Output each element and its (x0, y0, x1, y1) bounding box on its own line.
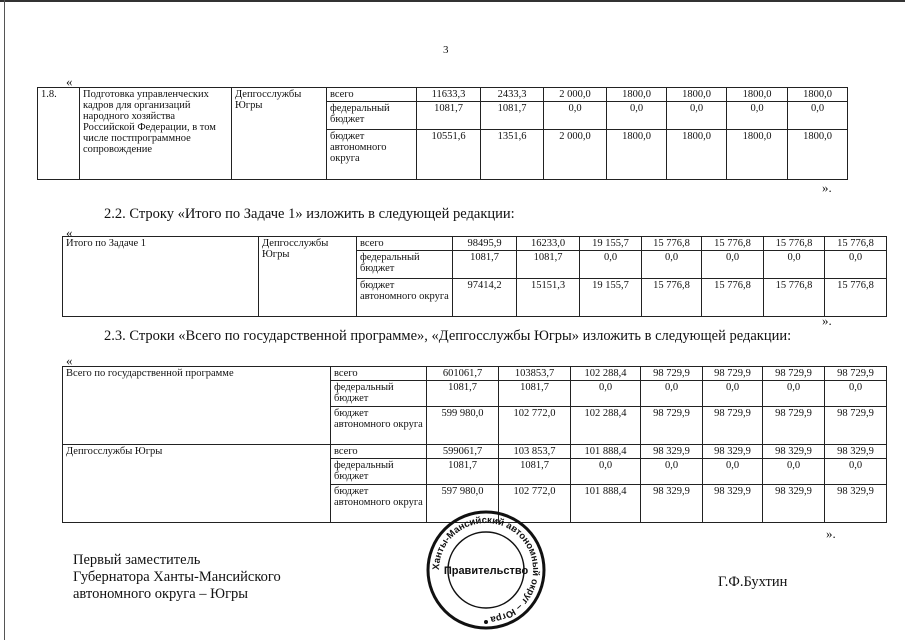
table-program-totals (62, 366, 887, 523)
source-label: бюджет автономного округа (331, 407, 427, 445)
value-cell: 1081,7 (427, 459, 499, 485)
value-cell: 2 000,0 (544, 130, 607, 180)
value-cell: 1081,7 (499, 381, 571, 407)
value-cell: 0,0 (607, 102, 667, 130)
source-label: всего (331, 445, 427, 459)
value-cell: 0,0 (667, 102, 727, 130)
value-cell: 102 772,0 (499, 485, 571, 523)
value-cell: 98 729,9 (641, 367, 703, 381)
value-cell: 0,0 (825, 251, 887, 279)
source-label: бюджет автономного округа (327, 130, 417, 180)
close-quote-task1: ». (822, 313, 832, 328)
value-cell: 102 288,4 (571, 407, 641, 445)
value-cell: 0,0 (544, 102, 607, 130)
value-cell: 98 729,9 (641, 407, 703, 445)
value-cell: 98 329,9 (763, 445, 825, 459)
value-cell: 15 776,8 (825, 237, 887, 251)
official-seal-stamp (424, 508, 548, 632)
value-cell: 98 329,9 (703, 485, 763, 523)
value-cell: 15 776,8 (702, 237, 764, 251)
signatory-name: Г.Ф.Бухтин (718, 574, 788, 590)
value-cell: 98 329,9 (641, 445, 703, 459)
row-number: 1.8. (38, 88, 80, 180)
page-top-edge (0, 0, 905, 2)
value-cell: 0,0 (571, 381, 641, 407)
value-cell: 98 329,9 (825, 445, 887, 459)
seal-ring-text: Ханты-Мансийский автономный округ – Югра (430, 514, 542, 625)
value-cell: 98 329,9 (641, 485, 703, 523)
signatory-title-line: Первый заместитель (73, 552, 201, 568)
value-cell: 1800,0 (727, 130, 788, 180)
value-cell: 0,0 (641, 381, 703, 407)
source-label: федеральный бюджет (331, 381, 427, 407)
value-cell: 98 729,9 (825, 407, 887, 445)
value-cell: 97414,2 (453, 279, 517, 317)
close-quote-program: ». (826, 526, 836, 541)
value-cell: 1800,0 (667, 88, 727, 102)
value-cell: 15 776,8 (702, 279, 764, 317)
value-cell: 599061,7 (427, 445, 499, 459)
signatory-title-line: автономного округа – Югры (73, 586, 249, 602)
value-cell: 11633,3 (417, 88, 481, 102)
value-cell: 15 776,8 (764, 237, 825, 251)
value-cell: 0,0 (727, 102, 788, 130)
value-cell: 0,0 (642, 251, 702, 279)
value-cell: 1081,7 (427, 381, 499, 407)
source-label: всего (357, 237, 453, 251)
source-label: федеральный бюджет (357, 251, 453, 279)
value-cell: 0,0 (764, 251, 825, 279)
value-cell: 1081,7 (517, 251, 580, 279)
value-cell: 0,0 (788, 102, 848, 130)
page-left-edge (0, 0, 5, 640)
value-cell: 19 155,7 (580, 279, 642, 317)
value-cell: 98495,9 (453, 237, 517, 251)
table-total-task1 (62, 236, 887, 317)
value-cell: 0,0 (580, 251, 642, 279)
value-cell: 0,0 (703, 381, 763, 407)
value-cell: 1081,7 (499, 459, 571, 485)
total-name: Итого по Задаче 1 (63, 237, 259, 317)
value-cell: 103 853,7 (499, 445, 571, 459)
value-cell: 0,0 (763, 459, 825, 485)
value-cell: 98 729,9 (703, 407, 763, 445)
close-quote-1-8: ». (822, 180, 832, 195)
group-name: Депгосслужбы Югры (63, 445, 331, 523)
executor: Депгосслужбы Югры (232, 88, 327, 180)
value-cell: 1081,7 (481, 102, 544, 130)
value-cell: 1081,7 (453, 251, 517, 279)
value-cell: 2 000,0 (544, 88, 607, 102)
value-cell: 1800,0 (788, 88, 848, 102)
source-label: федеральный бюджет (331, 459, 427, 485)
value-cell: 0,0 (641, 459, 703, 485)
value-cell: 0,0 (763, 381, 825, 407)
value-cell: 98 329,9 (703, 445, 763, 459)
value-cell: 15 776,8 (642, 279, 702, 317)
value-cell: 0,0 (825, 459, 887, 485)
signatory-title-line: Губернатора Ханты-Мансийского (73, 569, 281, 585)
seal-center-text: Правительство (443, 565, 529, 577)
value-cell: 101 888,4 (571, 445, 641, 459)
value-cell: 102 288,4 (571, 367, 641, 381)
value-cell: 19 155,7 (580, 237, 642, 251)
page-number: 3 (443, 44, 449, 56)
open-quote-task1: « (66, 225, 73, 240)
value-cell: 101 888,4 (571, 485, 641, 523)
value-cell: 601061,7 (427, 367, 499, 381)
value-cell: 102 772,0 (499, 407, 571, 445)
value-cell: 16233,0 (517, 237, 580, 251)
value-cell: 1800,0 (727, 88, 788, 102)
value-cell: 0,0 (825, 381, 887, 407)
value-cell: 1800,0 (788, 130, 848, 180)
paragraph-2-3: 2.3. Строки «Всего по государственной программе», «Депгосслужбы Югры» изложить в следующей редакции: (104, 328, 792, 344)
value-cell: 98 329,9 (825, 485, 887, 523)
value-cell: 0,0 (702, 251, 764, 279)
table-row-1-8 (37, 87, 848, 180)
value-cell: 10551,6 (417, 130, 481, 180)
value-cell: 103853,7 (499, 367, 571, 381)
value-cell: 15151,3 (517, 279, 580, 317)
value-cell: 15 776,8 (642, 237, 702, 251)
value-cell: 98 729,9 (703, 367, 763, 381)
activity-name: Подготовка управленческих кадров для организаций народного хозяйства Российской Федерации, в том числе постпрограммное сопровождение (80, 88, 232, 180)
value-cell: 98 329,9 (763, 485, 825, 523)
open-quote-1-8: « (66, 74, 73, 89)
value-cell: 2433,3 (481, 88, 544, 102)
source-label: бюджет автономного округа (357, 279, 453, 317)
value-cell: 1800,0 (607, 130, 667, 180)
value-cell: 1081,7 (417, 102, 481, 130)
value-cell: 15 776,8 (825, 279, 887, 317)
open-quote-program: « (66, 353, 73, 368)
value-cell: 1800,0 (667, 130, 727, 180)
source-label: всего (331, 367, 427, 381)
group-name: Всего по государственной программе (63, 367, 331, 445)
value-cell: 0,0 (703, 459, 763, 485)
value-cell: 98 729,9 (763, 367, 825, 381)
value-cell: 1800,0 (607, 88, 667, 102)
source-label: бюджет автономного округа (331, 485, 427, 523)
paragraph-2-2: 2.2. Строку «Итого по Задаче 1» изложить в следующей редакции: (104, 206, 515, 222)
signatory-title (73, 552, 281, 603)
executor: Депгосслужбы Югры (259, 237, 357, 317)
value-cell: 1351,6 (481, 130, 544, 180)
source-label: всего (327, 88, 417, 102)
value-cell: 599 980,0 (427, 407, 499, 445)
value-cell: 98 729,9 (825, 367, 887, 381)
value-cell: 15 776,8 (764, 279, 825, 317)
value-cell: 0,0 (571, 459, 641, 485)
value-cell: 98 729,9 (763, 407, 825, 445)
value-cell: 597 980,0 (427, 485, 499, 523)
source-label: федеральный бюджет (327, 102, 417, 130)
